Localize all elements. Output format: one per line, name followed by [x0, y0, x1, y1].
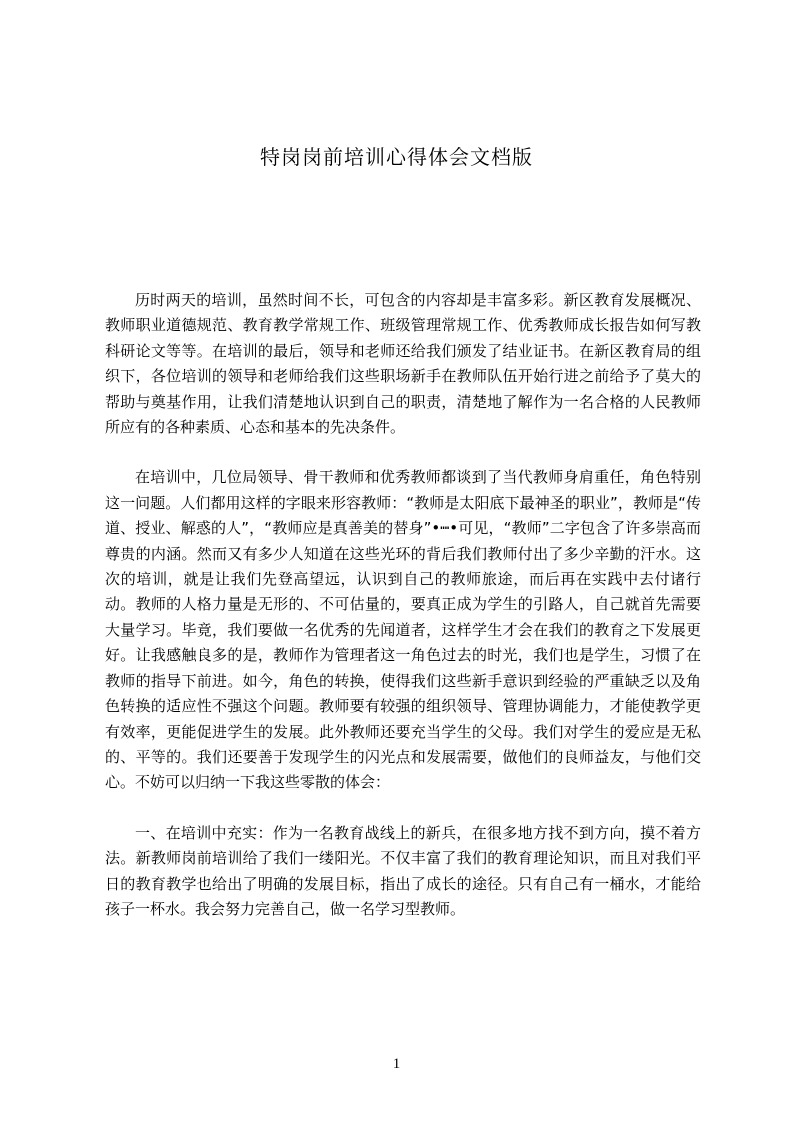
paragraph-teacher-role: 在培训中，几位局领导、骨干教师和优秀教师都谈到了当代教师身肩重任，角色特别这一问题。人们都用这样的字眼来形容教师：“教师是太阳底下最神圣的职业”，教师是“传道、授业、解惑的人”，“教师应是真善美的替身”•┉•可见，“教师”二字包含了许多崇高而尊贵的内涵。然而又有多少人知道在这些光环的背后我们教师付出了多少辛勤的汗水。这次的培训，就是让我们先登高望远，认识到自己的教师旅途，而后再在实践中去付诸行动。教师的人格力量是无形的、不可估量的，要真正成为学生的引路人，自己就首先需要大量学习。毕竟，我们要做一名优秀的先闻道者，这样学生才会在我们的教育之下发展更好。让我感触良多的是，教师作为管理者这一角色过去的时光，我们也是学生，习惯了在教师的指导下前进。如今，角色的转换，使得我们这些新手意识到经验的严重缺乏以及角色转换的适应性不强这个问题。教师要有较强的组织领导、管理协调能力，才能使教学更有效率，更能促进学生的发展。此外教师还要充当学生的父母。我们对学生的爱应是无私的、平等的。我们还要善于发现学生的闪光点和发展需要，做他们的良师益友，与他们交心。不妨可以归纳一下我这些零散的体会： [105, 468, 701, 792]
paragraph-intro: 历时两天的培训，虽然时间不长，可包含的内容却是丰富多彩。新区教育发展概况、教师职业道德规范、教育教学常规工作、班级管理常规工作、优秀教师成长报告如何写教科研论文等等。在培训的最后，领导和老师还给我们颁发了结业证书。在新区教育局的组织下，各位培训的领导和老师给我们这些职场新手在教师队伍开始行进之前给予了莫大的帮助与奠基作用，让我们清楚地认识到自己的职责，清楚地了解作为一名合格的人民教师所应有的各种素质、心态和基本的先决条件。 [105, 291, 701, 437]
document-title: 特岗岗前培训心得体会文档版 [260, 145, 533, 169]
document-body [105, 288, 701, 922]
page-number: 1 [392, 1056, 401, 1072]
paragraph-point-one: 一、在培训中充实：作为一名教育战线上的新兵，在很多地方找不到方向，摸不着方法。新教师岗前培训给了我们一缕阳光。不仅丰富了我们的教育理论知识，而且对我们平日的教育教学也给出了明确的发展目标，指出了成长的途径。只有自己有一桶水，才能给孩子一杯水。我会努力完善自己，做一名学习型教师。 [105, 823, 701, 918]
